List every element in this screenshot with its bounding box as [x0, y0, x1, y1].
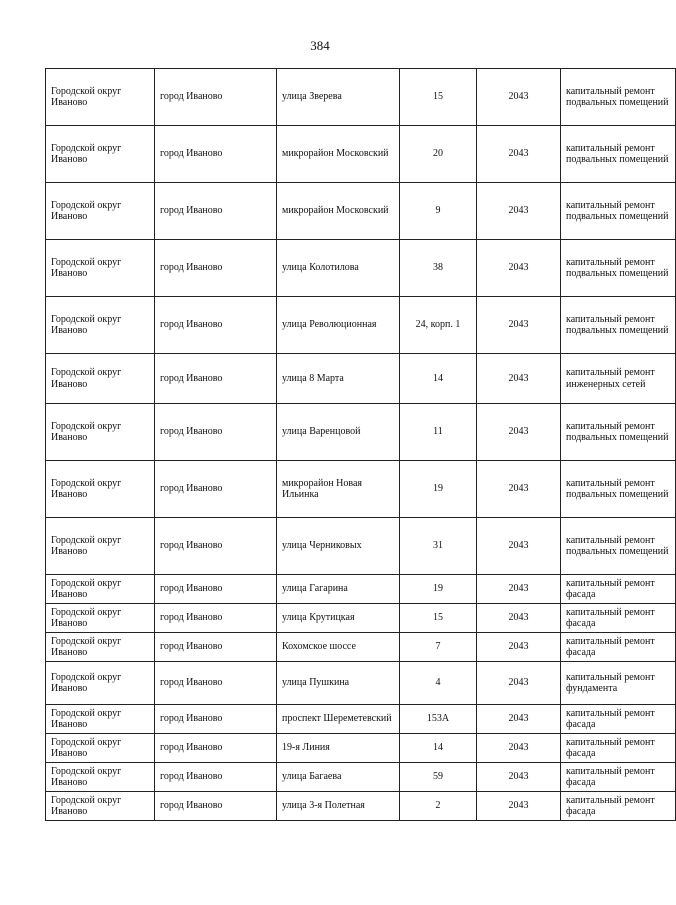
- table-row: [46, 518, 676, 575]
- work-type-cell: капитальный ремонт фундамента: [561, 662, 676, 705]
- street-cell: улица Гагарина: [277, 575, 400, 604]
- year-cell: 2043: [477, 69, 561, 126]
- repair-registry-table: [45, 68, 676, 821]
- district-cell: Городской округ Иваново: [46, 354, 155, 404]
- year-cell: 2043: [477, 183, 561, 240]
- district-cell: Городской округ Иваново: [46, 734, 155, 763]
- district-cell: Городской округ Иваново: [46, 575, 155, 604]
- year-cell: 2043: [477, 705, 561, 734]
- house-cell: 38: [400, 240, 477, 297]
- house-cell: 15: [400, 604, 477, 633]
- house-cell: 14: [400, 734, 477, 763]
- house-cell: 9: [400, 183, 477, 240]
- year-cell: 2043: [477, 518, 561, 575]
- year-cell: 2043: [477, 792, 561, 821]
- city-cell: город Иваново: [155, 633, 277, 662]
- street-cell: улица 8 Марта: [277, 354, 400, 404]
- street-cell: улица Колотилова: [277, 240, 400, 297]
- table-row: [46, 183, 676, 240]
- house-cell: 7: [400, 633, 477, 662]
- work-type-cell: капитальный ремонт подвальных помещений: [561, 297, 676, 354]
- city-cell: город Иваново: [155, 240, 277, 297]
- work-type-cell: капитальный ремонт подвальных помещений: [561, 69, 676, 126]
- work-type-cell: капитальный ремонт фасада: [561, 763, 676, 792]
- year-cell: 2043: [477, 662, 561, 705]
- year-cell: 2043: [477, 354, 561, 404]
- year-cell: 2043: [477, 240, 561, 297]
- work-type-cell: капитальный ремонт фасада: [561, 792, 676, 821]
- city-cell: город Иваново: [155, 705, 277, 734]
- house-cell: 15: [400, 69, 477, 126]
- table-row: [46, 354, 676, 404]
- house-cell: 31: [400, 518, 477, 575]
- city-cell: город Иваново: [155, 734, 277, 763]
- street-cell: проспект Шереметевский: [277, 705, 400, 734]
- table-row: [46, 604, 676, 633]
- year-cell: 2043: [477, 126, 561, 183]
- district-cell: Городской округ Иваново: [46, 705, 155, 734]
- table-row: [46, 633, 676, 662]
- work-type-cell: капитальный ремонт фасада: [561, 575, 676, 604]
- house-cell: 11: [400, 404, 477, 461]
- street-cell: улица Революционная: [277, 297, 400, 354]
- city-cell: город Иваново: [155, 354, 277, 404]
- work-type-cell: капитальный ремонт фасада: [561, 734, 676, 763]
- city-cell: город Иваново: [155, 575, 277, 604]
- street-cell: улица Пушкина: [277, 662, 400, 705]
- table-row: [46, 461, 676, 518]
- district-cell: Городской округ Иваново: [46, 404, 155, 461]
- table-row: [46, 575, 676, 604]
- city-cell: город Иваново: [155, 404, 277, 461]
- house-cell: 59: [400, 763, 477, 792]
- district-cell: Городской округ Иваново: [46, 604, 155, 633]
- street-cell: микрорайон Московский: [277, 126, 400, 183]
- street-cell: улица Багаева: [277, 763, 400, 792]
- district-cell: Городской округ Иваново: [46, 297, 155, 354]
- house-cell: 2: [400, 792, 477, 821]
- street-cell: микрорайон Новая Ильинка: [277, 461, 400, 518]
- year-cell: 2043: [477, 404, 561, 461]
- work-type-cell: капитальный ремонт подвальных помещений: [561, 183, 676, 240]
- year-cell: 2043: [477, 604, 561, 633]
- house-cell: 19: [400, 575, 477, 604]
- work-type-cell: капитальный ремонт подвальных помещений: [561, 518, 676, 575]
- street-cell: улица Варенцовой: [277, 404, 400, 461]
- street-cell: улица Зверева: [277, 69, 400, 126]
- table-row: [46, 763, 676, 792]
- street-cell: микрорайон Московский: [277, 183, 400, 240]
- work-type-cell: капитальный ремонт фасада: [561, 604, 676, 633]
- city-cell: город Иваново: [155, 297, 277, 354]
- city-cell: город Иваново: [155, 662, 277, 705]
- street-cell: улица Черниковых: [277, 518, 400, 575]
- work-type-cell: капитальный ремонт подвальных помещений: [561, 404, 676, 461]
- table-row: [46, 705, 676, 734]
- district-cell: Городской округ Иваново: [46, 763, 155, 792]
- house-cell: 20: [400, 126, 477, 183]
- street-cell: улица 3-я Полетная: [277, 792, 400, 821]
- house-cell: 14: [400, 354, 477, 404]
- house-cell: 19: [400, 461, 477, 518]
- page-number: 384: [310, 38, 330, 53]
- district-cell: Городской округ Иваново: [46, 126, 155, 183]
- city-cell: город Иваново: [155, 604, 277, 633]
- year-cell: 2043: [477, 297, 561, 354]
- year-cell: 2043: [477, 734, 561, 763]
- district-cell: Городской округ Иваново: [46, 633, 155, 662]
- street-cell: 19-я Линия: [277, 734, 400, 763]
- year-cell: 2043: [477, 763, 561, 792]
- city-cell: город Иваново: [155, 126, 277, 183]
- table-row: [46, 404, 676, 461]
- table-row: [46, 734, 676, 763]
- city-cell: город Иваново: [155, 69, 277, 126]
- street-cell: Кохомское шоссе: [277, 633, 400, 662]
- work-type-cell: капитальный ремонт инженерных сетей: [561, 354, 676, 404]
- district-cell: Городской округ Иваново: [46, 240, 155, 297]
- district-cell: Городской округ Иваново: [46, 69, 155, 126]
- house-cell: 153А: [400, 705, 477, 734]
- city-cell: город Иваново: [155, 792, 277, 821]
- table-row: [46, 297, 676, 354]
- table-row: [46, 792, 676, 821]
- house-cell: 24, корп. 1: [400, 297, 477, 354]
- district-cell: Городской округ Иваново: [46, 792, 155, 821]
- work-type-cell: капитальный ремонт подвальных помещений: [561, 240, 676, 297]
- district-cell: Городской округ Иваново: [46, 183, 155, 240]
- street-cell: улица Крутицкая: [277, 604, 400, 633]
- house-cell: 4: [400, 662, 477, 705]
- year-cell: 2043: [477, 461, 561, 518]
- city-cell: город Иваново: [155, 183, 277, 240]
- district-cell: Городской округ Иваново: [46, 662, 155, 705]
- city-cell: город Иваново: [155, 518, 277, 575]
- work-type-cell: капитальный ремонт подвальных помещений: [561, 461, 676, 518]
- table-row: [46, 126, 676, 183]
- work-type-cell: капитальный ремонт фасада: [561, 633, 676, 662]
- table-row: [46, 69, 676, 126]
- city-cell: город Иваново: [155, 461, 277, 518]
- district-cell: Городской округ Иваново: [46, 461, 155, 518]
- city-cell: город Иваново: [155, 763, 277, 792]
- table-row: [46, 662, 676, 705]
- work-type-cell: капитальный ремонт фасада: [561, 705, 676, 734]
- district-cell: Городской округ Иваново: [46, 518, 155, 575]
- year-cell: 2043: [477, 575, 561, 604]
- year-cell: 2043: [477, 633, 561, 662]
- table-row: [46, 240, 676, 297]
- work-type-cell: капитальный ремонт подвальных помещений: [561, 126, 676, 183]
